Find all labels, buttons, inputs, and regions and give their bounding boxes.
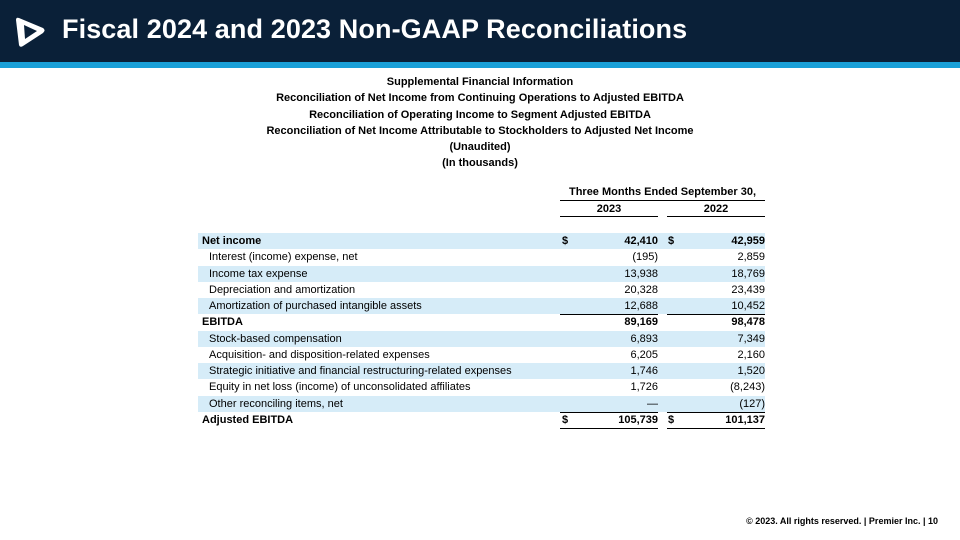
- value-2022: 18,769: [731, 267, 765, 280]
- table-row: [198, 282, 765, 298]
- value-2023: 6,893: [630, 332, 658, 345]
- value-2023: —: [647, 397, 658, 410]
- row-label: Equity in net loss (income) of unconsolidated affiliates: [209, 381, 471, 394]
- row-label: Acquisition- and disposition-related expenses: [209, 348, 430, 361]
- value-2022: 42,959: [731, 235, 765, 247]
- column-header-2022: 2022: [703, 203, 729, 215]
- value-2023: 1,726: [630, 381, 658, 394]
- subheading: Reconciliation of Net Income from Continuing Operations to Adjusted EBITDA: [276, 92, 684, 105]
- table-row: [198, 249, 765, 265]
- row-label: Depreciation and amortization: [209, 283, 356, 296]
- value-2023: (195): [632, 251, 658, 264]
- value-2023: 89,169: [624, 316, 658, 329]
- table-row: [198, 266, 765, 282]
- value-2022: 101,137: [725, 413, 765, 426]
- table-row: [198, 298, 765, 314]
- premier-logo-icon: [12, 14, 48, 50]
- value-2023: 13,938: [624, 267, 658, 280]
- total-rule: [560, 412, 658, 413]
- total-rule: [560, 314, 658, 315]
- total-rule: [667, 314, 765, 315]
- value-2023: 12,688: [624, 300, 658, 312]
- subheading: (Unaudited): [449, 141, 511, 154]
- row-label: Interest (income) expense, net: [209, 251, 358, 264]
- table-row: [198, 233, 765, 249]
- subheading: Reconciliation of Net Income Attributable to Stockholders to Adjusted Net Income: [266, 124, 694, 137]
- currency-symbol: $: [562, 413, 569, 426]
- row-label: EBITDA: [202, 316, 243, 329]
- total-rule: [560, 428, 658, 429]
- value-2022: 2,160: [737, 348, 765, 361]
- value-2022: 2,859: [737, 251, 765, 264]
- value-2023: 1,746: [630, 365, 658, 377]
- row-label: Strategic initiative and financial restructuring-related expenses: [209, 365, 512, 377]
- row-label: Net income: [202, 235, 262, 247]
- value-2023: 20,328: [624, 283, 658, 296]
- value-2023: 6,205: [630, 348, 658, 361]
- reconciliation-table: [198, 233, 765, 428]
- value-2022: 1,520: [737, 365, 765, 377]
- value-2023: 42,410: [624, 235, 658, 247]
- value-2022: (127): [739, 397, 765, 410]
- value-2022: 10,452: [731, 300, 765, 312]
- subheading: Reconciliation of Operating Income to Segment Adjusted EBITDA: [309, 108, 651, 121]
- divider: [560, 216, 658, 217]
- period-header: Three Months Ended September 30,: [568, 186, 757, 198]
- row-label: Amortization of purchased intangible assets: [209, 300, 422, 312]
- table-row: [198, 363, 765, 379]
- row-label: Other reconciling items, net: [209, 397, 343, 410]
- header-accent-stripe: [0, 62, 960, 68]
- divider: [667, 216, 765, 217]
- currency-symbol: $: [562, 235, 569, 247]
- column-header-2023: 2023: [596, 203, 622, 215]
- total-rule: [667, 428, 765, 429]
- row-label: Adjusted EBITDA: [202, 413, 294, 426]
- table-row: [198, 347, 765, 363]
- currency-symbol: $: [668, 413, 675, 426]
- table-row: [198, 412, 765, 428]
- table-row: [198, 331, 765, 347]
- divider: [560, 200, 765, 201]
- page-title: Fiscal 2024 and 2023 Non-GAAP Reconciliations: [62, 14, 688, 44]
- total-rule: [667, 412, 765, 413]
- value-2022: 98,478: [731, 316, 765, 329]
- row-label: Stock-based compensation: [209, 332, 342, 345]
- subheadings: [0, 74, 960, 172]
- value-2022: 7,349: [737, 332, 765, 345]
- value-2022: 23,439: [731, 283, 765, 296]
- table-row: [198, 379, 765, 395]
- subheading: Supplemental Financial Information: [386, 76, 574, 88]
- table-row: [198, 314, 765, 330]
- row-label: Income tax expense: [209, 267, 308, 280]
- subheading: (In thousands): [442, 157, 518, 170]
- table-row: [198, 396, 765, 412]
- footer-copyright: © 2023. All rights reserved. | Premier Inc. | 10: [746, 516, 938, 526]
- currency-symbol: $: [668, 235, 675, 247]
- header-bar: [0, 0, 960, 62]
- value-2022: (8,243): [730, 381, 765, 394]
- value-2023: 105,739: [618, 413, 658, 426]
